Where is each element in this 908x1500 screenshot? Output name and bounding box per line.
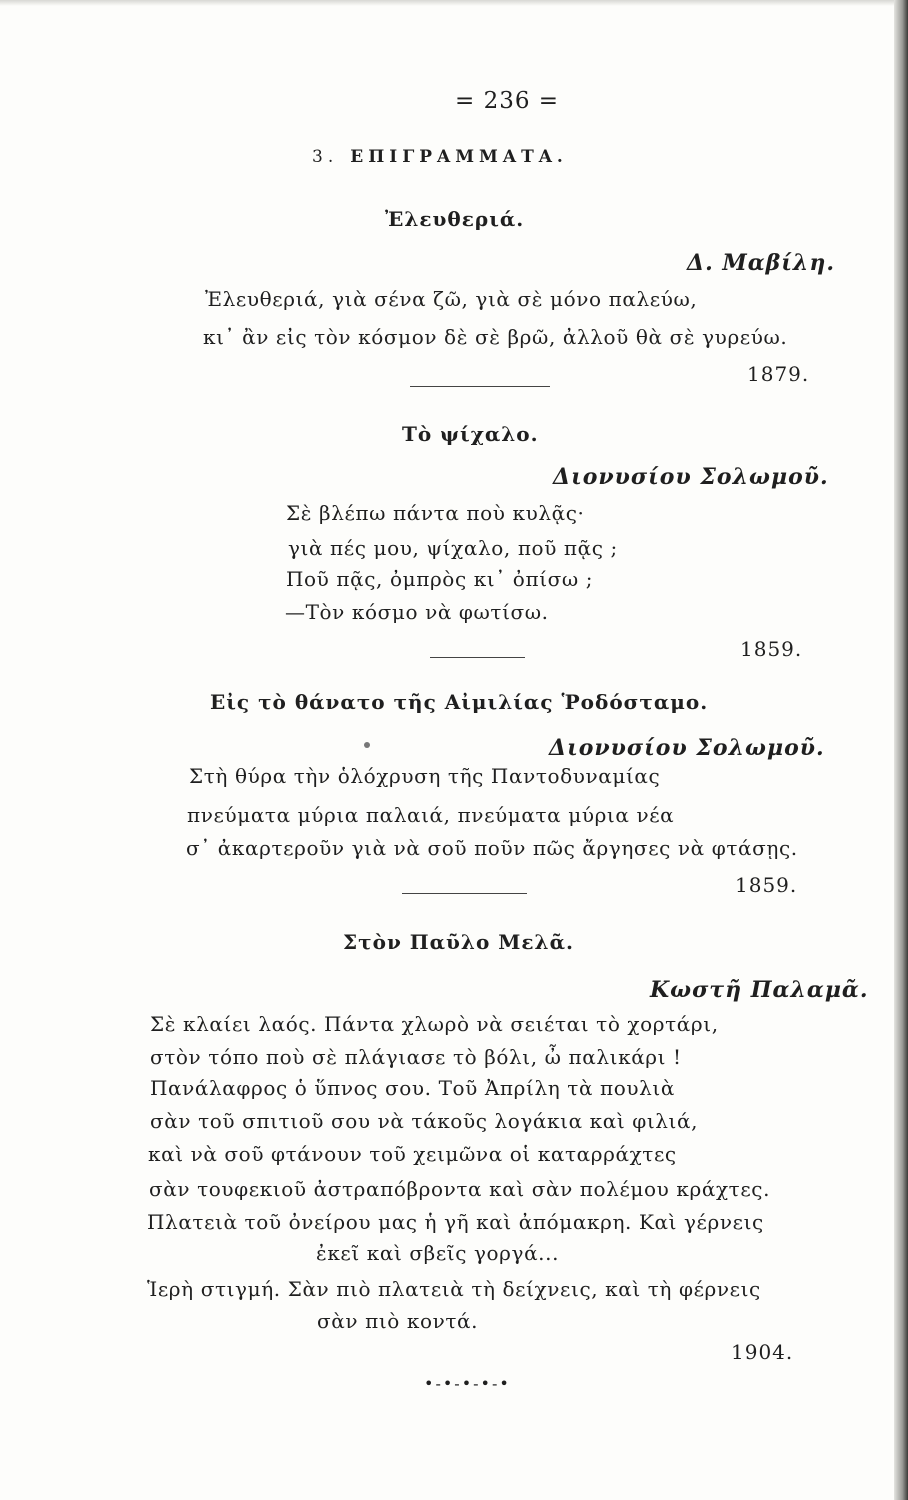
print-dot <box>364 742 370 748</box>
poem-line: γιὰ πές μου, ψίχαλο, ποῦ πᾷς ; <box>288 536 618 560</box>
poem-line: καὶ νὰ σοῦ φτάνουν τοῦ χειμῶνα οἱ καταρράχτες <box>148 1142 677 1166</box>
poem-line: Ἐλευθεριά, γιὰ σένα ζῶ, γιὰ σὲ μόνο παλεύω, <box>205 287 698 311</box>
poem-line: Σὲ κλαίει λαός. Πάντα χλωρὸ νὰ σειέται τὸ χορτάρι, <box>150 1012 719 1036</box>
poem-line: Στὴ θύρα τὴν ὁλόχρυση τῆς Παντοδυναμίας <box>189 764 661 788</box>
poem-author: Κωστῆ Παλαμᾶ. <box>650 977 869 1003</box>
poem-author: Διονυσίου Σολωμοῦ. <box>549 735 825 761</box>
poem-line: Ποῦ πᾷς, ὀμπρὸς κι᾽ ὀπίσω ; <box>286 567 594 591</box>
poem-line: Πανάλαφρος ὁ ὕπνος σου. Τοῦ Ἀπρίλη τὰ πουλιὰ <box>150 1076 675 1100</box>
poem-line: Πλατειὰ τοῦ ὀνείρου μας ἡ γῆ καὶ ἀπόμακρη. Καὶ γέρνεις <box>147 1210 764 1234</box>
poem-title: Εἰς τὸ θάνατο τῆς Αἰμιλίας Ῥοδόσταμο. <box>210 690 709 714</box>
poem-line: σ᾽ ἀκαρτεροῦν γιὰ νὰ σοῦ ποῦν πῶς ἄργησες νὰ φτάσῃς. <box>186 836 798 860</box>
poem-line: στὸν τόπο ποὺ σὲ πλάγιασε τὸ βόλι, ὦ παλικάρι ! <box>150 1045 682 1069</box>
poem-title: Στὸν Παῦλο Μελᾶ. <box>343 930 574 954</box>
poem-line: ἐκεῖ καὶ σβεῖς γοργά... <box>316 1241 560 1265</box>
poem-line: σὰν τουφεκιοῦ ἀστραπόβροντα καὶ σὰν πολέμου κράχτες. <box>149 1177 771 1201</box>
separator-rule <box>402 893 527 894</box>
separator-rule <box>430 657 525 658</box>
poem-line: σὰν πιὸ κοντά. <box>317 1309 479 1333</box>
poem-author: Διονυσίου Σολωμοῦ. <box>553 464 829 490</box>
poem-line: κι᾽ ἂν εἰς τὸν κόσμον δὲ σὲ βρῶ, ἀλλοῦ θὰ σὲ γυρεύω. <box>203 325 788 349</box>
poem-year: 1879. <box>747 362 810 386</box>
page-edge-shadow <box>894 0 908 1500</box>
section-title: ΕΠΙΓΡΑΜΜΑΤΑ. <box>350 147 568 167</box>
end-ornament: •-•-•-•-• <box>424 1374 511 1393</box>
poem-line: πνεύματα μύρια παλαιά, πνεύματα μύρια νέα <box>187 803 675 827</box>
poem-author: Δ. Μαβίλη. <box>687 250 836 276</box>
section-heading <box>312 147 568 167</box>
poem-title: Τὸ ψίχαλο. <box>402 422 539 446</box>
poem-line: Ἱερὴ στιγμή. Σὰν πιὸ πλατειὰ τὴ δείχνεις, καὶ τὴ φέρνεις <box>147 1277 761 1301</box>
poem-title: Ἐλευθεριά. <box>385 207 525 231</box>
poem-line: σὰν τοῦ σπιτιοῦ σου νὰ τάκοῦς λογάκια καὶ φιλιά, <box>150 1109 699 1133</box>
poem-line: Σὲ βλέπω πάντα ποὺ κυλᾷς· <box>286 501 585 525</box>
poem-year: 1859. <box>740 637 803 661</box>
separator-rule <box>410 386 550 387</box>
section-number: 3. <box>312 147 339 167</box>
poem-year: 1904. <box>731 1340 794 1364</box>
page-number: = 236 = <box>455 88 560 114</box>
poem-year: 1859. <box>735 873 798 897</box>
poem-line: —Τὸν κόσμο νὰ φωτίσω. <box>285 600 549 624</box>
